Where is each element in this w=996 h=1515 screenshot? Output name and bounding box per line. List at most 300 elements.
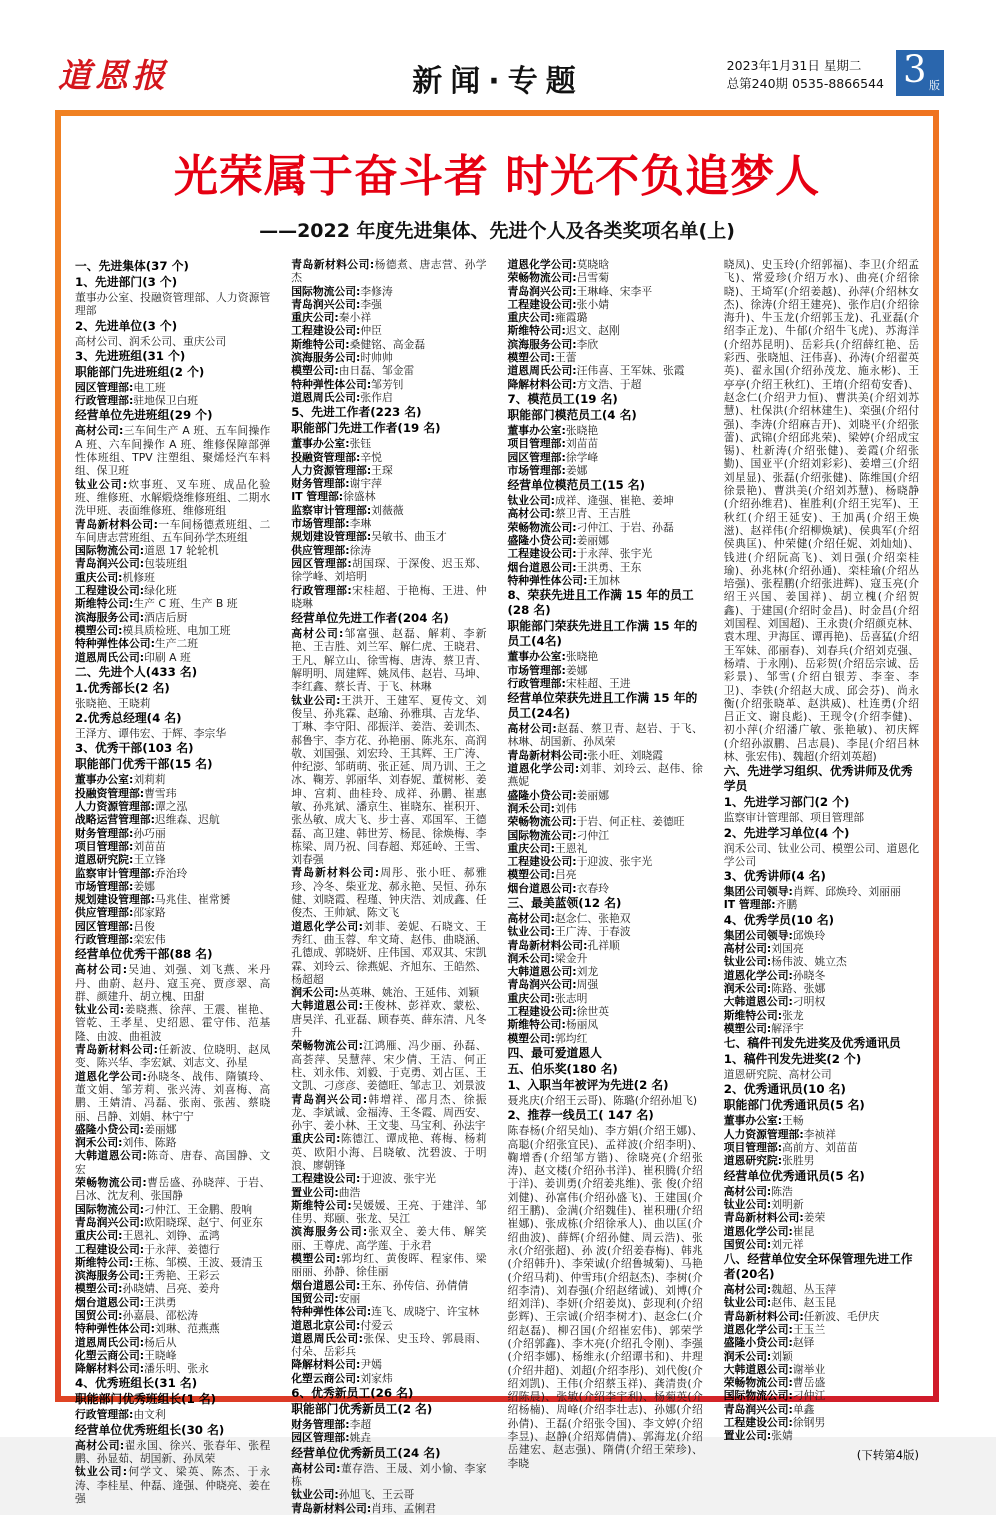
org-entry: 特种弹性体公司:邹芳钊	[291, 377, 404, 391]
org-label: 国贸公司:	[723, 1237, 772, 1251]
section-heading: 3、优秀干部(103 名)	[75, 741, 194, 756]
org-label: 模塑公司:	[507, 351, 556, 365]
org-entry: 青岛新材料公司:张小旺、刘晓霞	[507, 748, 663, 762]
org-label: 重庆公司:	[75, 570, 123, 584]
org-label: 人力资源管理部:	[291, 463, 372, 477]
org-entry: 滨海服务公司:酒店后厨	[75, 610, 188, 624]
section-heading: 职能部门优秀新员工(2 名)	[291, 1402, 433, 1417]
org-label: 烟台道恩公司:	[291, 1278, 361, 1292]
org-entry: 高材公司:董存浩、王晟、刘小愉、李家栋	[291, 1461, 487, 1488]
name-list: 董事办公室、投融资管理部、人力资源管理部	[75, 291, 271, 318]
section-heading: 2、优秀通讯员(10 名)	[723, 1082, 846, 1097]
org-entry: 集团公司领导:邱焕玲	[723, 928, 826, 942]
org-entry: 国际物流公司:李修涛	[291, 284, 393, 298]
org-label: 工程建设公司:	[75, 1242, 145, 1256]
section-heading: 经营单位优秀班组长(30 名)	[75, 1422, 225, 1437]
org-entry: 园区管理部:徐学峰	[507, 450, 599, 464]
org-label: 大韩道恩公司:	[75, 1149, 147, 1163]
org-label: 道恩周氏公司:	[291, 1331, 363, 1345]
org-label: 青岛润兴公司:	[507, 284, 577, 298]
org-entry: 青岛润兴公司:韩增祥、邵月杰、徐振龙、李斌诚、金福涛、王冬霞、周西安、孙宇、姜小林、王文斐、马宝利、孙法宇	[291, 1092, 487, 1133]
org-entry: 高材公司:吴迪、刘强、刘飞燕、米丹丹、曲蔚、赵丹、寇玉亮、贾彦翠、高群、颜建升、胡立槐、田甜	[75, 963, 271, 1003]
org-label: 斯维特公司:	[291, 1198, 352, 1212]
org-label: 钛业公司:	[723, 955, 772, 969]
org-label: 国际物流公司:	[507, 828, 577, 842]
text-column-1	[75, 258, 271, 1505]
org-label: 工程建设公司:	[723, 1416, 793, 1430]
org-entry: 集团公司领导:肖辉、邱焕玲、刘丽丽	[723, 885, 901, 899]
section-heading: 4、优秀班组长(31 名)	[75, 1376, 198, 1391]
org-entry: 青岛润兴公司:包装班组	[75, 557, 188, 571]
org-label: 园区管理部:	[75, 919, 134, 933]
org-entry: 青岛新材料公司:周彤、张小旺、郝雅珍、冷冬、柴亚龙、郝永艳、吴恒、孙东健、刘晓霞、程瑾、钟庆浩、刘成鑫、任俊杰、王帅斌、陈文飞	[291, 866, 487, 920]
org-label: 工程建设公司:	[291, 1172, 361, 1186]
org-label: 人力资源管理部:	[723, 1127, 804, 1141]
org-entry: 工程建设公司:仲臣	[291, 324, 382, 338]
org-entry: 大韩道恩公司:刁明权	[723, 995, 826, 1009]
section-heading: 4、优秀学员(10 名)	[723, 912, 835, 927]
org-entry: 董事办公室:王畅	[723, 1114, 804, 1128]
name-list: 聂兆庆(介绍王云哥)、陈璐(介绍孙旭飞)	[507, 1093, 698, 1107]
org-label: 人力资源管理部:	[75, 800, 155, 814]
page-number-label: 版	[929, 79, 940, 92]
org-label: 高材公司:	[291, 627, 344, 641]
org-entry: 斯维特公司:生产 C 班、生产 B 班	[75, 597, 238, 611]
org-label: 道恩周氏公司:	[291, 390, 361, 404]
org-entry: 重庆公司:秦小祥	[291, 311, 372, 325]
org-entry: 道恩周氏公司:印刷 A 班	[75, 650, 191, 664]
org-label: 青岛新材料公司:	[291, 258, 375, 271]
section-heading: 六、先进学习组织、优秀讲师及优秀学员	[723, 764, 913, 794]
org-label: 润禾公司:	[291, 986, 339, 1000]
org-label: 工程建设公司:	[291, 324, 361, 338]
org-entry: 园区管理部:姚垚	[291, 1431, 372, 1445]
org-entry: 财务管理部:李超	[291, 1418, 372, 1432]
org-label: 大韩道恩公司:	[507, 965, 577, 979]
section-heading: 8、荣获先进且工作满 15 年的员工(28 名)	[507, 588, 694, 618]
section-heading: 五、伯乐奖(180 名)	[507, 1061, 618, 1076]
org-entry: 市场管理部:姜娜	[507, 663, 588, 677]
section-heading: 职能部门荣获先进且工作满 15 年的员工(4名)	[507, 619, 698, 649]
org-label: 特种弹性体公司:	[291, 377, 372, 391]
issue-line: 总第240期 0535-8866544	[726, 76, 884, 91]
org-entry: 模塑公司:吕亮	[507, 868, 577, 882]
org-label: 降解材料公司:	[291, 1358, 361, 1372]
name-list: 监察审计管理部、项目管理部	[723, 811, 865, 825]
section-heading: 1、入职当年被评为先进(2 名)	[507, 1077, 669, 1092]
org-label: 道恩周氏公司:	[507, 364, 577, 378]
article-title: 光荣属于奋斗者 时光不负追梦人	[173, 151, 821, 202]
org-label: 盛隆小贷公司:	[75, 1122, 145, 1136]
org-label: 模塑公司:	[723, 1021, 772, 1035]
text-column-4	[723, 258, 919, 1462]
org-entry: 青岛新材料公司:一车间杨德煮班组、二车间唐志营班组、五车间孙学杰班组	[75, 517, 271, 544]
org-entry: 荣畅物流公司:江鸿雁、冯少丽、孙磊、高荟萍、吴慧萍、宋少倩、王洁、何正柱、刘永伟、刘毅、于克勇、刘占匡、王文凯、刁彦彦、姜德旺、邹志卫、刘景波	[291, 1039, 487, 1093]
org-label: 行政管理部:	[75, 932, 134, 946]
section-heading: 八、经营单位安全环保管理先进工作者(20名)	[723, 1252, 913, 1282]
org-label: 财务管理部:	[291, 1418, 350, 1432]
section-heading: 经营单位优秀干部(88 名)	[75, 947, 213, 962]
org-label: 高材公司:	[723, 942, 772, 956]
org-label: 润禾公司:	[507, 801, 556, 815]
org-label: 大韩道恩公司:	[723, 995, 793, 1009]
org-entry: 盛隆小贷公司:姜丽娜	[507, 534, 609, 548]
section-heading: 职能部门优秀通讯员(5 名)	[723, 1098, 865, 1113]
org-entry: 青岛新材料公司:任新波、位晓明、赵凤变、陈兴华、李宏斌、刘志文、孙星	[75, 1043, 271, 1070]
section-heading: 1.优秀部长(2 名)	[75, 680, 170, 695]
org-label: 润禾公司:	[75, 1136, 123, 1150]
org-entry: 降解材料公司:尹嫣	[291, 1358, 382, 1372]
org-label: 斯维特公司:	[507, 324, 566, 338]
org-label: 特种弹性体公司:	[291, 1305, 372, 1319]
section-heading: 经营单位模范员工(15 名)	[507, 478, 645, 493]
org-entry: 道恩研究院:王立锋	[75, 853, 166, 867]
section-heading: 职能部门模范员工(4 名)	[507, 407, 637, 422]
org-entry: 国际物流公司:刁仲江	[507, 828, 609, 842]
org-entry: 烟台道恩公司:王洪勇	[75, 1295, 177, 1309]
org-entry: 重庆公司:王恩礼	[507, 841, 588, 855]
org-entry: 盛隆小贷公司:赵铎	[723, 1336, 815, 1350]
org-label: 滨海服务公司:	[291, 1225, 368, 1239]
org-label: 青岛润兴公司:	[75, 557, 145, 571]
org-entry: 钛业公司:炊事班、叉车班、成品化验班、维修班、水解煅烧维修班组、二期水洗甲班、表面维修班、维修班组	[75, 477, 271, 518]
org-label: 道恩化学公司:	[723, 968, 793, 982]
section-heading: 7、模范员工(19 名)	[507, 391, 618, 406]
org-label: 降解材料公司:	[75, 1362, 145, 1376]
org-label: 园区管理部:	[75, 380, 134, 394]
org-label: 青岛新材料公司:	[507, 748, 588, 762]
org-entry: 荣畅物流公司:曹岳盛、孙晓萍、于岩、吕冰、沈友利、张国静	[75, 1176, 271, 1203]
org-entry: 工程建设公司:徐世英	[507, 1005, 609, 1019]
org-entry: 斯维特公司:迟文、赵刚	[507, 324, 620, 338]
org-label: 荣畅物流公司:	[723, 1376, 793, 1390]
org-entry: 润禾公司:陈路、张娜	[723, 981, 826, 995]
org-label: 行政管理部:	[75, 1408, 134, 1422]
section-heading: 2、推荐一线员工( 147 名)	[507, 1108, 654, 1123]
org-label: 置业公司:	[291, 1185, 339, 1199]
section-heading: 经营单位荣获先进且工作满 15 年的员工(24名)	[507, 691, 698, 721]
org-entry: 国际物流公司:道恩 17 轮轮机	[75, 544, 219, 558]
org-label: 道恩北京公司:	[291, 1318, 361, 1332]
org-entry: 荣畅物流公司:吕雪菊	[507, 271, 609, 285]
org-entry: 模塑公司:郭均红	[507, 1031, 588, 1045]
org-entry: 市场管理部:李琳	[291, 517, 372, 531]
org-label: IT 管理部:	[291, 490, 344, 504]
org-entry: 化塑云商公司:刘家炜	[291, 1371, 393, 1385]
section-heading: 2.优秀总经理(4 名)	[75, 711, 182, 726]
org-label: 监察审计管理部:	[291, 503, 372, 517]
org-entry: 滨海服务公司:时帅帅	[291, 351, 393, 365]
org-entry: 置业公司:张婧	[723, 1429, 793, 1443]
org-label: 钛业公司:	[75, 1003, 125, 1017]
org-entry: 重庆公司:雍霞璐	[507, 311, 588, 325]
org-entry: 董事办公室:张晓艳	[507, 650, 599, 664]
name-list: 道恩研究院、高材公司	[723, 1068, 832, 1082]
date-line: 2023年1月31日 星期二	[726, 58, 862, 73]
org-entry: 市场管理部:姜娜	[507, 463, 588, 477]
org-entry: 道恩研究院:张胜男	[723, 1154, 815, 1168]
org-label: 荣畅物流公司:	[507, 271, 577, 285]
org-entry: 道恩周氏公司:张作启	[291, 390, 393, 404]
org-label: 钛业公司:	[291, 693, 341, 707]
continuation-note: (下转第4版)	[856, 1447, 919, 1462]
org-entry: 工程建设公司:于迎波、张宇光	[291, 1172, 436, 1186]
org-entry: 工程建设公司:于永萍、张宇光	[507, 547, 653, 561]
org-entry: 道恩周氏公司:张保、史玉玲、郭晨雨、付朵、岳彩兵	[291, 1331, 487, 1359]
org-label: 大韩道恩公司:	[291, 999, 363, 1013]
org-label: 青岛润兴公司:	[723, 1402, 793, 1416]
org-entry: 高材公司:三车间生产 A 班、五车间操作 A 班、六车间操作 A 班、维修保障部弹性体班组、TPV 注塑组、聚烯烃汽车料组、保卫班	[75, 424, 271, 478]
org-entry: 董事办公室:张钰	[291, 437, 372, 451]
org-entry: 模塑公司:孙晓婧、吕亮、姜舟	[75, 1282, 220, 1296]
org-entry: 降解材料公司:潘乐明、张永	[75, 1362, 209, 1376]
org-label: 道恩化学公司:	[723, 1224, 793, 1238]
org-label: 滨海服务公司:	[507, 337, 577, 351]
org-entry: 投融资管理部:曹雪玮	[75, 786, 177, 800]
org-label: 盛隆小贷公司:	[507, 788, 577, 802]
section-heading: 1、稿件刊发先进奖(2 个)	[723, 1052, 862, 1067]
issue-info	[727, 57, 884, 93]
org-entry: 荣畅物流公司:曹岳盛	[723, 1376, 826, 1390]
org-entry: 道恩化学公司:刘菲、姜妮、石晓文、王秀红、曲玉蓉、牟文琦、赵伟、曲晓涵、孔德成、郭晓妍、庄伟国、邓双其、宋凯霖、刘玲云、徐燕妮、齐旭东、王皓然、杨超超	[291, 919, 487, 986]
org-entry: 国贸公司:安丽	[291, 1291, 361, 1305]
org-label: 高材公司:	[723, 1283, 772, 1297]
name-list: 陈春杨(介绍吴灿)、李方娟(介绍王娜)、高聪(介绍张宜民)、孟祥波(介绍李明)、鞠增香(介绍邹方锴)、徐晓亮(介绍张涛)、赵文楼(介绍孙书洋)、崔积腾(介绍于洋)、姜训勇(介绍姜兆维)、张 俊(介绍刘健)、孙富伟(介绍孙盛飞)、王建国(介绍王鹏)、金满(介绍魏佳)、崔积珊(介绍崔娜)、张成栋(介绍徐承人)、曲以匡(介绍曲波)、薛辉(介绍孙健、周云浩)、张永(介绍张超)、孙 波(介绍姜春梅)、韩兆(介绍韩升)、李荣诚(介绍鲁城菊)、马艳(介绍马莉)、仲雪玮(介绍赵杰)、李树(介绍李清)、刘春强(介绍赵绪诚)、刘博(介绍刘洋)、李妍(介绍姜岚)、彭现利(介绍彭辉)、王宗诚(介绍李树才)、赵念仁(介绍赵磊)、柳召国(介绍崔宏伟)、郭荣学(介绍郭鑫)、李木亮(介绍孔令刚)、李强(介绍李娜)、杨维永(介绍谭书和)、井理(介绍井超)、刘超(介绍李彤)、刘代俊(介绍刘凯)、王伟(介绍蔡玉祥)、龚清贵(介绍陈晨)、张敏(介绍李宇利)、杨菊英(介绍杨楠)、周峰(介绍李壮志)、孙娜(介绍孙倩)、王磊(介绍张令国)、李文婷(介绍李昱)、赵静(介绍郑倩倩)、郭海龙(介绍岳建宏、赵志强)、隋倩(介绍王荣珍)、李晓	[507, 1124, 703, 1470]
org-label: 滨海服务公司:	[75, 1269, 145, 1283]
org-entry: 大韩道恩公司:谢举业	[723, 1362, 826, 1376]
org-label: 青岛新材料公司:	[723, 1211, 804, 1225]
org-entry: 市场管理部:姜娜	[75, 879, 155, 893]
section-heading: 职能部门优秀班组长(1 名)	[75, 1392, 217, 1407]
org-label: 国贸公司:	[75, 1309, 123, 1322]
org-label: 投融资管理部:	[75, 786, 145, 800]
org-label: 规划建设管理部:	[75, 893, 155, 907]
org-entry: 润禾公司:丛英琳、姚治、王延伟、刘颖	[291, 986, 480, 1000]
section-heading: 职能部门先进工作者(19 名)	[291, 421, 441, 436]
page-number: 3	[903, 48, 927, 91]
org-entry: 烟台道恩公司:衣春玲	[507, 881, 609, 895]
org-entry: 钛业公司:赵伟、赵玉昆	[723, 1296, 837, 1310]
org-label: 盛隆小贷公司:	[723, 1336, 793, 1350]
org-entry: 项目管理部:高前方、刘苗苗	[723, 1141, 858, 1155]
org-label: 工程建设公司:	[75, 584, 145, 598]
org-label: 道恩化学公司:	[507, 762, 580, 776]
org-label: 项目管理部:	[723, 1141, 783, 1155]
org-entry: 重庆公司:机修班	[75, 570, 155, 584]
org-label: 重庆公司:	[507, 991, 556, 1005]
org-entry: 人力资源管理部:谭之泓	[75, 800, 188, 814]
org-entry: 道恩化学公司:孙晓冬、战伟、隋镇玲、董文娟、邹芳莉、张兴涛、刘喜梅、高鹏、王婧清、冯磊、张南、张茜、蔡晓丽、吕静、刘娟、林宁宁	[75, 1069, 271, 1123]
org-label: 钛业公司:	[723, 1296, 772, 1310]
org-label: 道恩化学公司:	[291, 919, 363, 933]
org-label: 青岛新材料公司:	[291, 866, 380, 880]
org-label: 董事办公室:	[75, 773, 134, 787]
org-entry: 烟台道恩公司:王东、孙传信、孙倩倩	[291, 1278, 469, 1292]
org-entry: 项目管理部:刘苗苗	[75, 839, 166, 853]
org-entry: 行政管理部:栾宏伟	[75, 932, 166, 946]
org-label: 钛业公司:	[507, 494, 556, 508]
org-entry: 重庆公司:王恩礼、刘铮、孟鸿	[75, 1229, 220, 1243]
org-label: 特种弹性体公司:	[75, 637, 155, 651]
org-entry: 模塑公司:郭均红、黄俊晖、程家伟、梁丽丽、孙静、徐佳丽	[291, 1252, 487, 1279]
org-label: 国际物流公司:	[723, 1389, 793, 1403]
org-label: 钛业公司:	[75, 477, 128, 491]
org-label: 重庆公司:	[507, 311, 556, 325]
org-label: 行政管理部:	[507, 676, 566, 690]
org-entry: 大韩道恩公司:刘龙	[507, 965, 599, 979]
org-label: 市场管理部:	[507, 463, 566, 477]
org-entry: 行政管理部:驻地保卫白班	[75, 394, 199, 408]
org-label: 道恩化学公司:	[507, 258, 577, 271]
org-label: 供应管理部:	[75, 906, 134, 920]
org-entry: 模塑公司:王蕾	[507, 351, 577, 365]
org-label: 钛业公司:	[507, 925, 556, 939]
org-entry: 斯维特公司:吴媛媛、王亮、于建洋、邹佳男、郑颐、张龙、吴江	[291, 1198, 487, 1226]
org-entry: 道恩化学公司:王玉兰	[723, 1323, 826, 1336]
org-label: 工程建设公司:	[507, 547, 577, 561]
section-heading: 四、最可爱道恩人	[507, 1045, 602, 1060]
org-label: 荣畅物流公司:	[507, 520, 577, 534]
org-label: 青岛润兴公司:	[507, 978, 577, 992]
org-label: 模塑公司:	[507, 868, 556, 882]
org-entry: 盛隆小贷公司:姜丽娜	[75, 1122, 177, 1136]
org-label: 高材公司:	[723, 1184, 772, 1198]
section-heading: 3、优秀讲师(4 名)	[723, 869, 826, 884]
org-entry: 斯维特公司:桑健铭、高金磊	[291, 337, 426, 351]
name-list: 高材公司、润禾公司、重庆公司	[75, 334, 227, 348]
org-label: 青岛润兴公司:	[291, 1092, 368, 1106]
org-label: 道恩周氏公司:	[75, 1335, 145, 1349]
org-label: 烟台道恩公司:	[75, 1295, 145, 1309]
org-label: 模塑公司:	[75, 1282, 123, 1296]
org-label: 化塑云商公司:	[291, 1371, 361, 1385]
org-label: 董事办公室:	[507, 423, 566, 437]
org-label: 项目管理部:	[507, 437, 566, 451]
org-label: IT 管理部:	[723, 898, 776, 912]
org-label: 工程建设公司:	[507, 297, 577, 311]
org-entry: 国际物流公司:刁仲江	[723, 1389, 826, 1403]
org-entry: 钛业公司:杨伟波、姚立杰	[723, 955, 847, 969]
org-label: 斯维特公司:	[75, 1255, 134, 1269]
org-entry: 青岛润兴公司:欧阳晓琛、赵宁、何亚东	[75, 1215, 263, 1229]
org-entry: 青岛新材料公司:杨德煮、唐志营、孙学杰	[291, 258, 487, 285]
org-entry: 工程建设公司:于永萍、姜德行	[75, 1242, 220, 1256]
org-entry: 高材公司:刘国亮	[723, 942, 804, 956]
org-entry: 特种弹性体公司:生产二班	[75, 637, 199, 651]
org-label: 重庆公司:	[291, 1132, 341, 1146]
section-heading: 6、优秀新员工(26 名)	[291, 1386, 414, 1401]
org-entry: 青岛新材料公司:姜荣	[723, 1211, 826, 1225]
section-heading: 3、先进班组(31 个)	[75, 348, 186, 363]
org-label: 烟台道恩公司:	[507, 881, 577, 895]
name-list: 张晓艳、王晓莉	[75, 696, 151, 710]
org-entry: 行政管理部:宋桂超、王进	[507, 676, 631, 690]
org-label: 模塑公司:	[291, 364, 339, 378]
article-columns	[75, 258, 919, 1515]
org-label: 财务管理部:	[75, 826, 134, 840]
org-label: 荣畅物流公司:	[291, 1039, 363, 1053]
org-entry: 规划建设管理部:马兆佳、崔常赟	[75, 893, 231, 907]
section-heading: 经营单位先进工作者(204 名)	[291, 611, 449, 626]
org-entry: 青岛新材料公司:肖玮、孟俐君	[291, 1501, 436, 1515]
org-label: 道恩周氏公司:	[75, 650, 145, 664]
org-label: 国际物流公司:	[291, 284, 361, 298]
org-entry: 模塑公司:解泽宇	[723, 1021, 804, 1035]
section-heading: 一、先进集体(37 个)	[75, 259, 189, 273]
org-label: 投融资管理部:	[291, 450, 361, 464]
org-entry: 高材公司:赵念仁、张艳双	[507, 911, 631, 925]
org-label: 青岛新材料公司:	[75, 517, 158, 531]
org-label: 荣畅物流公司:	[75, 1176, 147, 1190]
org-label: 规划建设管理部:	[291, 530, 372, 544]
org-entry: 钛业公司:王洪开、王建军、夏传文、刘俊呈、孙兆霖、赵瑜、孙雅琪、吉龙华、丁琳、李守阳、邵振洋、姜浩、姜训杰、郝鲁宇、李方花、孙艳丽、陈兆东、高润敬、刘国强、刘宏玲、王其辉、王广涛、仲纪澎、邹萌萌、张正延、周乃训、王之冰、鞠芳、郭丽华、刘春妮、董树彬、姜坤、宫莉、曲桂玲、成祥、孙鹏、崔惠敏、孙兆斌、潘京生、崔晓东、崔积开、张丛敏、成大飞、步士喜、邓国军、王德磊、高卫建、韩世芳、杨昆、徐焕梅、李栋梁、周乃祝、闫春超、郑延岭、王雪、刘春强	[291, 693, 487, 867]
org-entry: 青岛润兴公司:周强	[507, 978, 599, 992]
org-label: 润禾公司:	[507, 951, 556, 965]
org-label: 钛业公司:	[723, 1197, 772, 1211]
org-entry: 国际物流公司:刁仲江、王金鹏、殷响	[75, 1202, 253, 1216]
text-column-3	[507, 258, 703, 1470]
org-entry: 斯维特公司:杨丽凤	[507, 1018, 599, 1032]
org-entry: 钛业公司:姜晓燕、徐萍、王震、崔艳、管乾、王孝星、史绍恩、霍守伟、范基隆、由波、曲祖波	[75, 1003, 271, 1043]
org-label: 烟台道恩公司:	[507, 560, 577, 574]
org-label: 道恩化学公司:	[75, 1069, 147, 1083]
org-entry: 人力资源管理部:王琛	[291, 463, 393, 477]
org-entry: 特种弹性体公司:刘琳、范燕燕	[75, 1322, 220, 1336]
org-label: 青岛新材料公司:	[507, 938, 588, 952]
org-label: 园区管理部:	[291, 556, 352, 570]
section-title: 新闻·专题	[412, 64, 584, 99]
org-entry: 荣畅物流公司:于岩、何正柱、姜德旺	[507, 815, 685, 829]
org-label: 斯维特公司:	[291, 337, 350, 351]
org-label: 青岛润兴公司:	[75, 1215, 145, 1229]
org-entry: 斯维特公司:王栋、邹模、王波、聂清玉	[75, 1255, 263, 1269]
section-heading: 经营单位优秀新员工(24 名)	[291, 1445, 441, 1460]
section-heading: 经营单位优秀通讯员(5 名)	[723, 1168, 865, 1183]
org-entry: 道恩化学公司:刘菲、刘玲云、赵伟、徐燕妮	[507, 762, 703, 789]
section-heading: 1、先进部门(3 个)	[75, 275, 178, 289]
org-label: 高材公司:	[75, 963, 128, 977]
section-heading: 2、先进单位(3 个)	[75, 318, 178, 333]
org-entry: 高材公司:翟永国、徐兴、张春年、张程鹏、孙显茹、胡国新、孙凤荣	[75, 1438, 271, 1466]
org-label: 行政管理部:	[75, 394, 134, 408]
org-label: 财务管理部:	[291, 477, 350, 491]
org-entry: 青岛新材料公司:任新波、毛伊庆	[723, 1309, 880, 1323]
org-label: 钛业公司:	[75, 1465, 128, 1479]
name-list: 晓凤)、史玉玲(介绍郭福)、李卫(介绍孟飞)、常爱珍(介绍万水)、曲亮(介绍徐晓)、王埼军(介绍姜越)、孙萍(介绍林女杰)、徐涛(介绍王建亮)、张作启(介绍徐海升)、牛玉龙(介绍郭玉龙)、孔亚磊(介绍李正龙)、牛郁(介绍牛飞虎)、苏海洋(介绍苏昆明)、岳彩兵(介绍薛红艳、岳彩西、张晓旭、汪伟喜)、孙涛(介绍翟英英)、翟永国(介绍孙茂龙、施永彬)、王亭亭(介绍王秋红)、王堉(介绍荀安香)、赵念仁(介绍尹力恒)、曹洪美(介绍刘苏慧)、杜保洪(介绍林建生)、栾强(介绍付强)、李涛(介绍麻吉开)、刘晓平(介绍张蕾)、武锦(介绍邱兆荣)、梁婷(介绍成宝锡)、杜新涛(介绍张健)、姜霞(介绍张勤)、国亚平(介绍刘彩彩)、姜增三(介绍刘星显)、张磊(介绍张健)、陈维国(介绍徐景艳)、曹洪美(介绍刘苏慧)、杨晓静(介绍孙维君)、崔胜利(介绍王宪军)、王秋红(介绍王延安)、王加禹(介绍王焕滋)、赵祥伟(介绍柳焕斌)、侯典军(介绍侯典匡)、仲荣健(介绍任妮、刘灿灿)、钱进(介绍阮高飞)、刘日强(介绍栾桂瑜)、孙兆林(介绍孙通)、栾桂瑜(介绍丛培强)、张程鹏(介绍张进辉)、寇玉亮(介绍王兴国、姜国祥)、胡立槐(介绍贺鑫)、于建国(介绍时金昌)、时金昌(介绍刘国程、刘国超)、王永贵(介绍颜克林、袁木理、尹海匡、谭再艳)、岳喜猛(介绍王军妹、邵丽春)、刘春兵(介绍刘克强、杨靖、于永刚)、岳彩贺(介绍岳宗诚、岳彩景)、邹雪(介绍白银芳、李奎、李卫)、李铁(介绍赵大成、邱会芬)、尚永衡(介绍张晓革、赵洪威)、杜连勇(介绍吕正文、谢良彪)、王现令(介绍李健)、初小萍(介绍潘广敏、张艳敏)、初庆辉(介绍孙淑鹏、吕志晨)、李昆(介绍吕林林、张宏伟)、魏超(介绍刘英超)	[723, 258, 919, 763]
org-entry: 董事办公室:张晓艳	[507, 423, 599, 437]
org-label: 降解材料公司:	[507, 377, 577, 391]
org-label: 钛业公司:	[291, 1488, 339, 1502]
org-label: 道恩研究院:	[75, 853, 134, 867]
org-entry: 国贸公司:刘元祥	[723, 1237, 804, 1251]
org-entry: 道恩化学公司:崔昆	[723, 1224, 815, 1238]
page-number-badge	[896, 50, 944, 96]
org-entry: 青岛新材料公司:孔祥顺	[507, 938, 620, 952]
org-label: 重庆公司:	[291, 311, 339, 325]
org-entry: 道恩化学公司:莫晓晗	[507, 258, 609, 271]
org-entry: 监察审计管理部:刘薇薇	[291, 503, 404, 517]
article-frame	[55, 110, 939, 1515]
org-label: 青岛润兴公司:	[291, 297, 361, 311]
org-entry: 滨海服务公司:张双全、姜大伟、解笑丽、王尊虎、高学莲、于永君	[291, 1225, 487, 1252]
org-entry: 荣畅物流公司:刁仲江、于岩、孙磊	[507, 520, 674, 534]
org-label: 高材公司:	[507, 507, 556, 521]
org-entry: 润禾公司:刘颖	[723, 1349, 793, 1363]
org-entry: 特种弹性体公司:王加林	[507, 573, 620, 587]
org-label: 青岛新材料公司:	[75, 1043, 158, 1057]
org-entry: 特种弹性体公司:连飞、成晓宁、许宝林	[291, 1305, 480, 1319]
org-entry: 润禾公司:刘伟、陈路	[75, 1136, 177, 1150]
